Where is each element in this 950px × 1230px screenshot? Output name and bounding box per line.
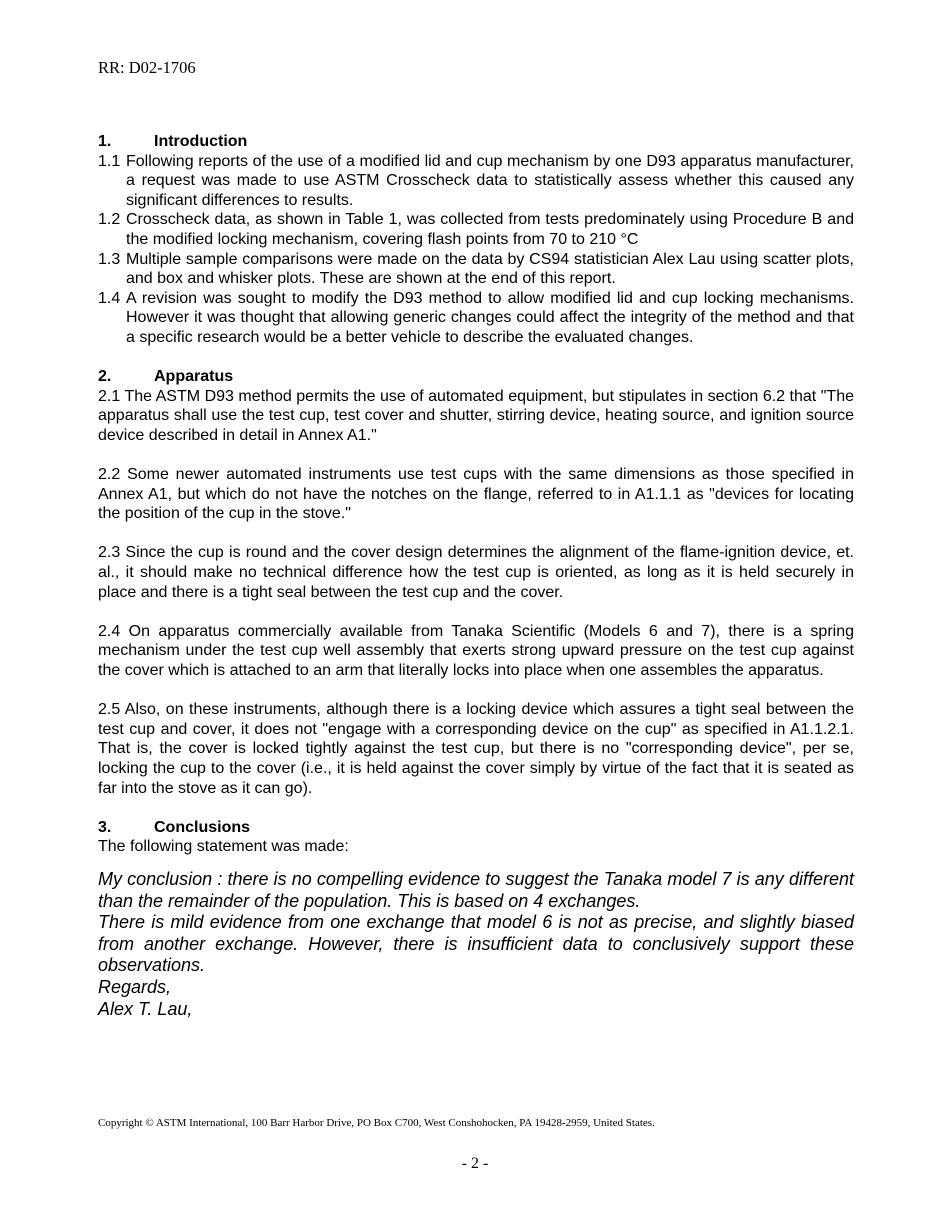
paragraph: 2.1 The ASTM D93 method permits the use of automated equipment, but stipulates in section 6.2 that "The apparatus shall use the test cup, test cover and shutter, stirring device, heating source, and ignition source device described in detail in Annex A1." [98, 387, 854, 444]
section-heading-conclusions [98, 818, 854, 838]
section-number: 3. [98, 818, 112, 836]
section-number: 1. [98, 133, 112, 150]
item-number: 1.3 [98, 250, 121, 268]
section-title: Conclusions [154, 818, 251, 836]
paragraph: 2.2 Some newer automated instruments use test cups with the same dimensions as those specified in Annex A1, but which do not have the notches on the flange, referred to in A1.1.1 as "devices for locating the position of the cup in the stove." [98, 466, 854, 523]
item-text: Following reports of the use of a modified lid and cup mechanism by one D93 apparatus manufacturer, a request was made to use ASTM Crosscheck data to statistically assess whether this caused any significant differences to results. [126, 152, 854, 209]
item-text: Crosscheck data, as shown in Table 1, was collected from tests predominately using Procedure B and the modified locking mechanism, covering flash points from 70 to 210 °C [126, 211, 854, 248]
list-item [98, 250, 854, 289]
item-text: A revision was sought to modify the D93 method to allow modified lid and cup locking mechanisms. However it was thought that allowing generic changes could affect the integrity of the method and that a specific research would be a better vehicle to describe the evaluated changes. [126, 289, 854, 346]
list-item [98, 152, 854, 211]
section-title: Apparatus [154, 368, 234, 386]
section-heading-apparatus [98, 367, 854, 387]
item-number: 1.1 [98, 152, 121, 170]
paragraph: The following statement was made: [98, 838, 349, 856]
section-heading-introduction [98, 132, 854, 152]
list-item [98, 210, 854, 249]
page-number: - 2 - [461, 1155, 489, 1172]
item-number: 1.4 [98, 289, 121, 307]
quote-line: There is mild evidence from one exchange that model 6 is not as precise, and slightly biased from another exchange. However, there is insufficient data to conclusively support these observations. [98, 912, 854, 976]
quote-line: Alex T. Lau, [98, 998, 193, 1019]
paragraph: 2.4 On apparatus commercially available from Tanaka Scientific (Models 6 and 7), there is a spring mechanism under the test cup well assembly that exerts strong upward pressure on the test cup against the cover which is attached to an arm that literally locks into place when one assembles the apparatus. [98, 622, 854, 680]
section-number: 2. [98, 368, 112, 386]
quote-line: My conclusion : there is no compelling evidence to suggest the Tanaka model 7 is any different than the remainder of the population. This is based on 4 exchanges. [98, 868, 854, 911]
document-id: RR: D02-1706 [98, 58, 196, 77]
copyright-notice: Copyright © ASTM International, 100 Barr Harbor Drive, PO Box C700, West Conshohocken, PA 19428-2959, United States. [98, 1117, 655, 1129]
quote-line: Regards, [98, 976, 172, 997]
item-number: 1.2 [98, 211, 121, 229]
section-title: Introduction [154, 133, 248, 150]
quoted-statement [98, 869, 854, 1020]
paragraph: 2.3 Since the cup is round and the cover design determines the alignment of the flame-ignition device, et. al., it should make no technical difference how the test cup is oriented, as long as it is held securely in place and there is a tight seal between the test cup and the cover. [98, 544, 854, 601]
item-text: Multiple sample comparisons were made on the data by CS94 statistician Alex Lau using scatter plots, and box and whisker plots. These are shown at the end of this report. [126, 250, 854, 288]
document-body [98, 132, 854, 1020]
paragraph: 2.5 Also, on these instruments, although there is a locking device which assures a tight seal between the test cup and cover, it does not "engage with a corresponding device on the cup" as specified in A1.1.2.1. That is, the cover is locked tightly against the test cup, but there is no "corresponding device", per se, locking the cup to the cover (i.e., it is held against the cover simply by virtue of the fact that it is seated as far into the stove as it can go). [98, 701, 854, 797]
list-item [98, 289, 854, 348]
